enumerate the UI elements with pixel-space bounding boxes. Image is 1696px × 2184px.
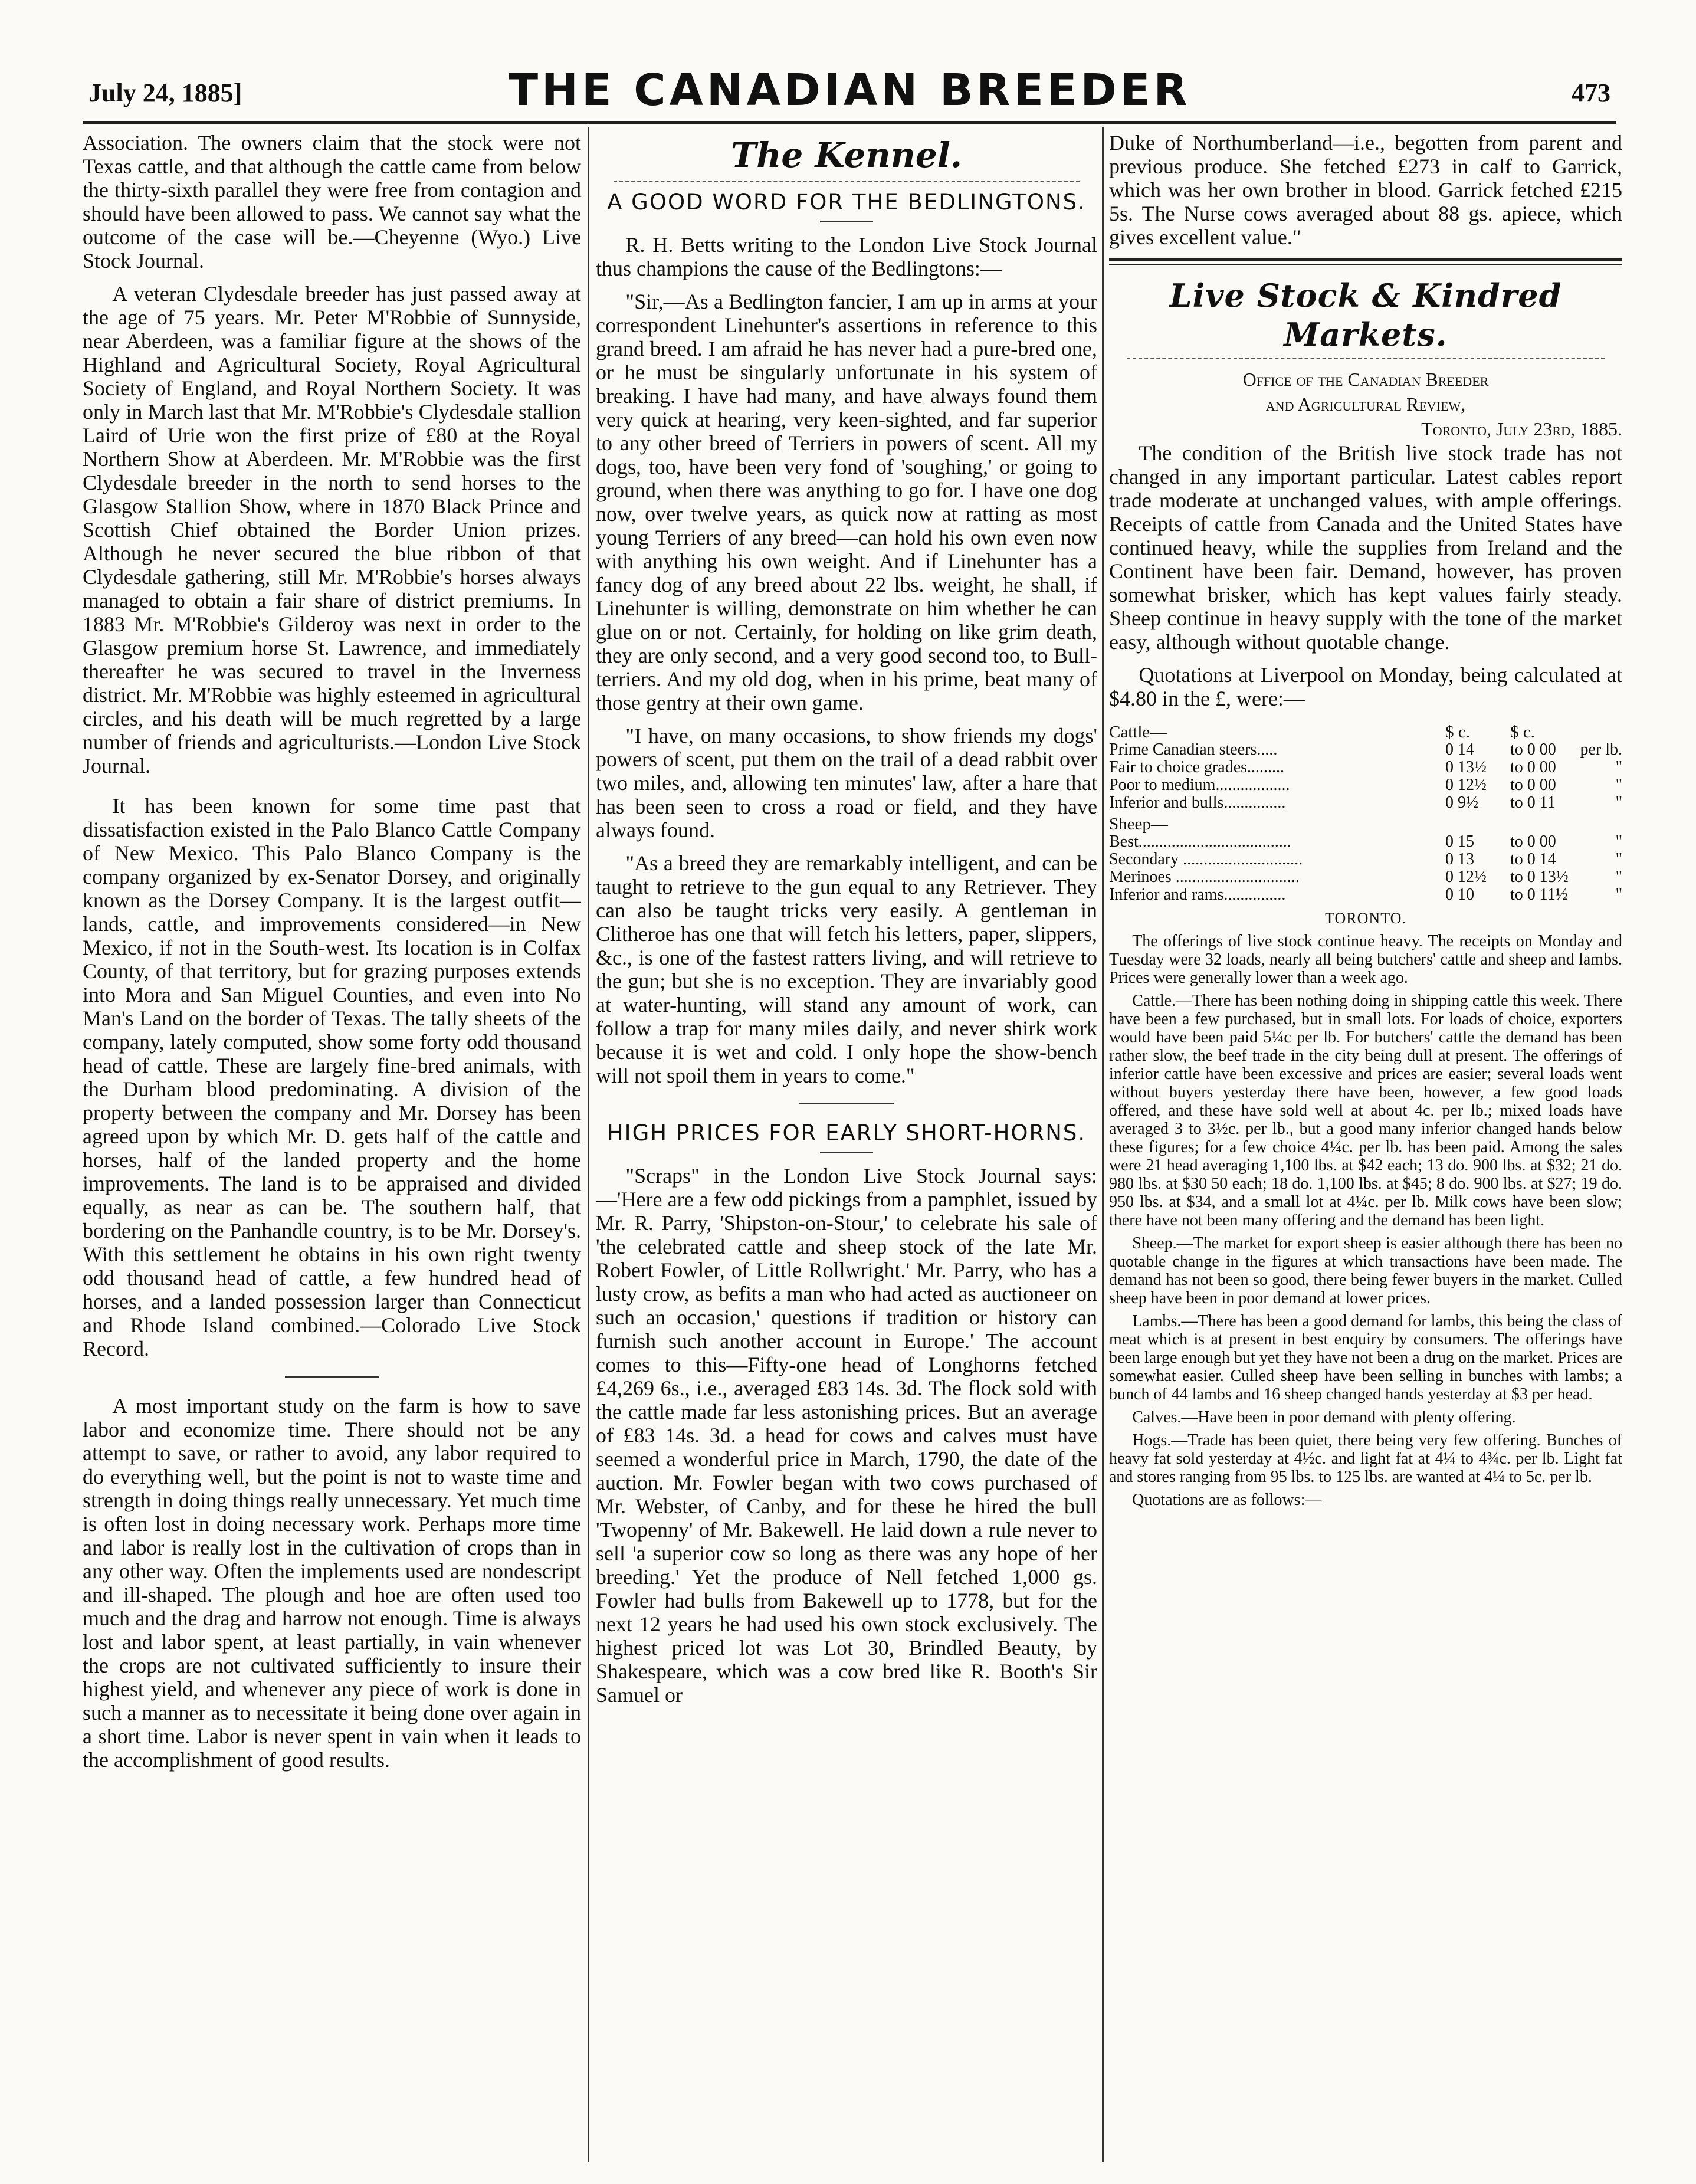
article-paragraph: Association. The owners claim that the stock were not Texas cattle, and that although the cattle came from below the thirty-sixth parallel they were free from contagion and should have been allowed to pass. We cannot say what the outcome of the case will be.—Cheyenne (Wyo.) Live Stock Journal. [83, 131, 581, 273]
row-label: Inferior and rams............... [1109, 886, 1286, 904]
section-title: The Kennel. [731, 135, 962, 175]
header-rule [83, 121, 1616, 124]
dashed-rule [614, 181, 1080, 182]
title-rule [820, 1152, 873, 1153]
column-header: $ c. [1445, 723, 1470, 742]
article-paragraph: "Scraps" in the London Live Stock Journal says:—'Here are a few odd pickings from a pamphlet, issued by Mr. R. Parry, 'Shipston-on-Stour,' to celebrate his sale of 'the celebrated cattle and sheep stock of the late Mr. Robert Fowler, of Little Rollwright.' Mr. Parry, who has a lusty crow, as befits a man who had acted as auctioneer on such an occasion,' questions if tradition or history can furnish such another account in Europe.' The account comes to this—Fifty-one head of Longhorns fetched £4,269 6s., i.e., averaged £83 14s. 3d. The flock sold with the cattle made far less astonishing prices. But an average of £83 14s. 3d. a head for cows and calves must have seemed a wonderful price in March, 1790, the date of the auction. Mr. Fowler began with two cows purchased of Mr. Webster, of Canby, and for these he hired the bull 'Twopenny' of Mr. Bakewell. He laid down a rule never to sell 'a superior cow so long as there was any hope of her breeding.' Yet the produce of Nell fetched 1,000 gs. Fowler had bulls from Bakewell up to 1778, but for the next 12 years he had used his own stock exclusively. The highest priced lot was Lot 30, Brindled Beauty, by Shakespeare, which was a cow bred like R. Booth's Sir Samuel or [596, 1164, 1097, 1707]
article-paragraph: "I have, on many occasions, to show friends my dogs' powers of scent, put them on the trail of a dead rabbit over two miles, and, allowing ten minutes' law, after a hare that has been seen to cross a road or field, and they have always found. [596, 724, 1097, 842]
row-label: Best..................................... [1109, 832, 1291, 851]
office-line: and Agricultural Review, [1265, 393, 1466, 415]
price-from: 0 12½ [1445, 776, 1487, 794]
price-to: to 0 11 [1510, 793, 1556, 812]
article-paragraph: Cattle.—There has been nothing doing in shipping cattle this week. There have been a few purchased, but in small lots. For loads of choice, exporters would have been paid 5¼c per lb. For butchers' cattle the demand has been rather slow, the beef trade in the city being dull at present. The offerings of inferior cattle have been excessive and prices are easier; several loads went without buyers yesterday there have been, however, a few good loads offered, and these have sold well at about 4c. per lb.; mixed loads have averaged 3 to 3½c. per lb., but a good many inferior changed hands below these figures; for a few choice 4¼c. per lb. has been paid. Among the sales were 21 head averaging 1,100 lbs. at $42 each; 13 do. 900 lbs. at $32; 21 do. 980 lbs. at $30 50 each; 18 do. 1,100 lbs. at $45; 8 do. 900 lbs. at $27; 19 do. 950 lbs. at $34, and a small lot at 4¼c. per lb. Milk cows have been slow; there have not been many offering and the demand has been light. [1109, 992, 1622, 1229]
price-from: 0 12½ [1445, 868, 1487, 886]
page-number: 473 [1572, 78, 1610, 107]
group-label: Sheep— [1109, 815, 1168, 834]
subsection-label: TORONTO. [1325, 910, 1406, 927]
price-to: to 0 00 [1510, 832, 1556, 851]
article-paragraph: The offerings of live stock continue heavy. The receipts on Monday and Tuesday were 32 loads, nearly all being butchers' cattle and sheep and lambs. Prices were generally lower than a week ago. [1109, 932, 1622, 987]
price-unit: " [1615, 850, 1622, 868]
row-label: Inferior and bulls............... [1109, 793, 1286, 812]
article-paragraph: Lambs.—There has been a good demand for lambs, this being the class of meat which is at present in best enquiry by consumers. The offerings have been large enough but yet they have not been a drug on the market. Prices are somewhat easier. Culled sheep have been selling in bunches with lambs; a bunch of 44 lambs and 16 sheep changed hands yesterday at $3 per head. [1109, 1312, 1622, 1403]
row-label: Secondary ............................. [1109, 850, 1303, 868]
price-to: to 0 00 [1510, 740, 1556, 759]
price-unit: " [1615, 758, 1622, 776]
page-header [88, 65, 1610, 118]
price-to: to 0 13½ [1510, 868, 1569, 886]
masthead-title: THE CANADIAN BREEDER [508, 65, 1191, 116]
row-label: Merinoes .............................. [1109, 868, 1300, 886]
quotations-table [1109, 720, 1622, 904]
table-row [1109, 776, 1622, 794]
price-unit: " [1615, 886, 1622, 904]
row-label: Poor to medium.................. [1109, 776, 1290, 794]
column-divider [1102, 127, 1104, 2162]
column-1 [83, 131, 581, 2160]
column-header: $ c. [1510, 723, 1535, 742]
price-from: 0 14 [1445, 740, 1474, 759]
price-unit: per lb. [1580, 740, 1622, 759]
article-paragraph: Calves.—Have been in poor demand with plenty offering. [1132, 1408, 1516, 1427]
issue-date: July 24, 1885] [88, 78, 242, 107]
article-paragraph: A veteran Clydesdale breeder has just passed away at the age of 75 years. Mr. Peter M'Robbie of Sunnyside, near Aberdeen, was a familiar figure at the shows of the Highland and Agricultural Society, Royal Agricultural Society of England, and Royal Northern Society. It was only in March last that Mr. M'Robbie's Clydesdale stallion Laird of Urie won the first prize of £80 at the Royal Northern Show at Aberdeen. Mr. M'Robbie was the first Clydesdale breeder in the north to send horses to the Glasgow Stallion Show, where in 1870 Black Prince and Scottish Chief obtained the Border Union prizes. Although he never secured the blue ribbon of that Clydesdale gathering, still Mr. M'Robbie's horses always managed to obtain a fair share of district premiums. In 1883 Mr. M'Robbie's Gilderoy was next in order to the Glasgow premium horse St. Lawrence, and immediately thereafter he was secured to travel in the Inverness district. Mr. M'Robbie was highly esteemed in agricultural circles, and his death will be much regretted by a large number of friends and agriculturists.—London Live Stock Journal. [83, 282, 581, 778]
article-paragraph: The condition of the British live stock trade has not changed in any important particular. Latest cables report trade moderate at unchanged values, with ample offerings. Receipts of cattle from Canada and the United States have continued heavy, while the supplies from Ireland and the Continent have been fair. Demand, however, has proven somewhat brisker, which has kept values fairly steady. Sheep continue in heavy supply with the tone of the market easy, although without quotable change. [1109, 441, 1622, 654]
office-line: Office of the Canadian Breeder [1242, 369, 1489, 390]
table-row [1109, 741, 1622, 759]
column-divider [588, 127, 589, 2162]
table-group-header [1109, 720, 1622, 741]
price-to: to 0 11½ [1510, 886, 1568, 904]
section-separator [799, 1103, 894, 1104]
price-from: 0 15 [1445, 832, 1474, 851]
table-row [1109, 794, 1622, 812]
article-paragraph: "As a breed they are remarkably intelligent, and can be taught to retrieve to the gun equal to any Retriever. They can also be taught tricks very easily. A gentleman in Clitheroe has one that will fetch his letters, paper, slippers, &c., is one of the fastest ratters living, and will retrieve to the gun; but she is no exception. They are invariably good at water-hunting, will stand any amount of work, can follow a trap for many miles daily, and never shirk work because it is wet and cold. I only hope the show-bench will not spoil them in years to come." [596, 851, 1097, 1087]
price-from: 0 10 [1445, 886, 1474, 904]
article-title: A GOOD WORD FOR THE BEDLINGTONS. [607, 189, 1086, 215]
toronto-report [1109, 932, 1622, 1509]
price-unit: " [1615, 793, 1622, 812]
article-paragraph: Quotations are as follows:— [1132, 1491, 1322, 1509]
price-unit: " [1615, 868, 1622, 886]
table-row [1109, 868, 1622, 886]
section-title: Live Stock & Kindred Markets. [1169, 277, 1562, 353]
dashed-rule [1127, 358, 1605, 359]
price-from: 0 13 [1445, 850, 1474, 868]
row-label: Prime Canadian steers..... [1109, 740, 1278, 759]
column-2 [596, 131, 1097, 2160]
table-row [1109, 886, 1622, 904]
article-paragraph: R. H. Betts writing to the London Live Stock Journal thus champions the cause of the Bedlingtons:— [596, 233, 1097, 280]
table-row [1109, 851, 1622, 868]
article-title: HIGH PRICES FOR EARLY SHORT-HORNS. [606, 1120, 1087, 1146]
price-unit: " [1615, 776, 1622, 794]
dateline: Toronto, July 23rd, 1885. [1421, 418, 1622, 440]
title-rule [820, 221, 873, 222]
price-to: to 0 00 [1510, 776, 1556, 794]
article-paragraph: It has been known for some time past that dissatisfaction existed in the Palo Blanco Cattle Company of New Mexico. This Palo Blanco Company is the company organized by ex-Senator Dorsey, and originally known as the Dorsey Company. It is the largest outfit—lands, cattle, and improvements considered—in New Mexico, if not in the South-west. Its location is in Colfax County, of that territory, but for grazing purposes extends into Mora and San Miguel Counties, and even into No Man's Land on the border of Texas. The tally sheets of the company, lately computed, show some forty odd thousand head of cattle. These are largely fine-bred animals, with the Durham blood predominating. A division of the property between the company and Mr. Dorsey has been agreed upon by which Mr. D. gets half of the cattle and horses, half of the landed property and the home improvements. The land is to be appraised and divided equally, as near as can be. The southern half, that bordering on the Panhandle country, is to be Mr. Dorsey's. With this settlement he obtains in his own right twenty odd thousand head of cattle, a few hundred head of horses, and a landed possession larger than Connecticut and Rhode Island combined.—Colorado Live Stock Record. [83, 794, 581, 1360]
column-3 [1109, 131, 1622, 2160]
section-separator [285, 1376, 379, 1378]
table-row [1109, 759, 1622, 776]
double-rule [1109, 258, 1622, 265]
price-from: 0 9½ [1445, 793, 1478, 812]
price-from: 0 13½ [1445, 758, 1487, 776]
table-group-header [1109, 812, 1622, 833]
row-label: Fair to choice grades......... [1109, 758, 1285, 776]
group-label: Cattle— [1109, 723, 1167, 742]
article-paragraph: Hogs.—Trade has been quiet, there being very few offering. Bunches of heavy fat sold yesterday at 4½c. and light fat at 4¼ to 4¾c. per lb. Light fat and stores ranging from 95 lbs. to 125 lbs. are wanted at 4¼ to 5c. per lb. [1109, 1431, 1622, 1486]
article-paragraph: Sheep.—The market for export sheep is easier although there has been no quotable change in the figures at which transactions have been made. The demand has not been so good, there being fewer buyers in the market. Culled sheep have been in poor demand at lower prices. [1109, 1234, 1622, 1307]
price-to: to 0 00 [1510, 758, 1556, 776]
article-paragraph: Duke of Northumberland—i.e., begotten from parent and previous produce. She fetched £273 in calf to Garrick, which was her own brother in blood. Garrick fetched £215 5s. The Nurse cows averaged about 88 gs. apiece, which gives excellent value." [1109, 131, 1622, 249]
article-paragraph: Quotations at Liverpool on Monday, being calculated at $4.80 in the £, were:— [1109, 663, 1622, 710]
price-to: to 0 14 [1510, 850, 1556, 868]
article-paragraph: "Sir,—As a Bedlington fancier, I am up in arms at your correspondent Linehunter's assertions in reference to this grand breed. I am afraid he has never had a pure-bred one, or he must be singularly unfortunate in his system of breaking. I have had many, and have always found them very quick at hearing, very keen-sighted, and far superior to any other breed of Terriers in powers of scent. All my dogs, too, have been very fond of 'soughing,' or going to ground, when there was anything to go for. I have one dog now, over twelve years, as quick now at ratting as most young Terriers of any breed—can hold his own even now with anything his own weight. And if Linehunter has a fancy dog of any breed about 22 lbs. weight, he shall, if Linehunter is willing, demonstrate on him whether he can glue on or not. Certainly, for holding on like grim death, they are only second, and a very good second too, to Bull-terriers. And my old dog, when in his prime, beat many of those gentry at their own game. [596, 290, 1097, 714]
article-paragraph: A most important study on the farm is how to save labor and economize time. There should not be any attempt to save, or rather to avoid, any labor required to do everything well, but the point is not to waste time and strength in doing things really unnecessary. Yet much time is often lost in doing necessary work. Perhaps more time and labor is really lost in the cultivation of crops than in any other way. Often the implements used are nondescript and ill-shaped. The plough and hoe are often used too much and the drag and harrow not enough. Time is always lost and labor spent, at least partially, in vain whenever the crops are not cultivated sufficiently to insure their highest yield, and whenever any piece of work is done in such a manner as to necessitate it being done over again in a short time. Labor is never spent in vain when it leads to the accomplishment of good results. [83, 1394, 581, 1772]
price-unit: " [1615, 832, 1622, 851]
table-row [1109, 833, 1622, 851]
